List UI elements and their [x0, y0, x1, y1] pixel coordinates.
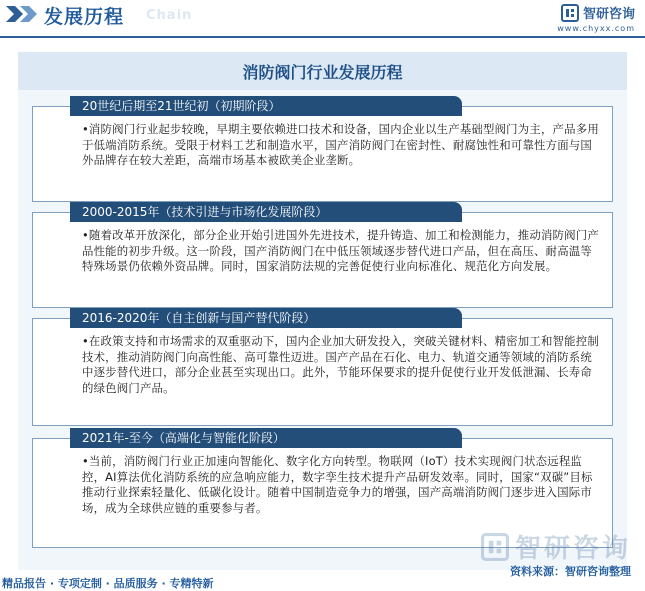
- brand-name: 智研咨询: [582, 7, 635, 22]
- watermark-logo-icon: [481, 533, 509, 561]
- chevrons-icon: [6, 6, 40, 22]
- main-panel: [18, 52, 627, 570]
- watermark-brand-name: 智研咨询: [514, 534, 631, 564]
- footer-source: 资料来源：智研咨询整理: [510, 565, 631, 578]
- section-title-ghost: Chain: [146, 8, 193, 23]
- brand-logo-icon: [561, 4, 579, 22]
- stage-label: 20世纪后期至21世纪初（初期阶段）: [70, 96, 462, 116]
- footer-services: 精品报告 · 专项定制 · 品质服务 · 专精特新: [2, 577, 214, 590]
- brand-site: www.chyxx.com: [557, 24, 635, 33]
- stage-text: •在政策支持和市场需求的双重驱动下，国内企业加大研发投入，突破关键材料、精密加工和智能控制技术，推动消防阀门向高性能、高可靠性迈进。国产产品在石化、电力、轨道交通等领域的消防系统中逐步替代进口，部分企业甚至实现出口。此外，节能环保要求的提升促使行业开发低泄漏、长寿命的绿色阀门产品。: [82, 334, 599, 395]
- stage-text: •随着改革开放深化，部分企业开始引进国外先进技术，提升铸造、加工和检测能力，推动消防阀门产品性能的初步升级。这一阶段，国产消防阀门在中低压领域逐步替代进口产品，但在高压、耐高温等特殊场景仍依赖外资品牌。同时，国家消防法规的完善促使行业向标准化、规范化方向发展。: [82, 228, 599, 274]
- top-header: [0, 0, 645, 36]
- watermark-brand: [481, 528, 631, 565]
- stage-label: 2000-2015年（技术引进与市场化发展阶段）: [70, 202, 462, 222]
- stage-card: [32, 308, 613, 426]
- stage-label: 2016-2020年（自主创新与国产替代阶段）: [70, 308, 462, 328]
- panel-banner: [18, 52, 627, 90]
- main-title: 消防阀门行业发展历程: [242, 63, 403, 82]
- brand: [561, 3, 635, 22]
- page-section-title: 发展历程: [44, 6, 125, 28]
- footer: [0, 565, 645, 591]
- stage-text: •当前，消防阀门行业正加速向智能化、数字化方向转型。物联网（IoT）技术实现阀门状态远程监控，AI算法优化消防系统的应急响应能力，数字孪生技术提升产品研发效率。同时，国家“双碳”目标推动行业探索轻量化、低碳化设计。随着中国制造竞争力的增强，国产高端消防阀门逐步进入国际市场，成为全球供应链的重要参与者。: [82, 454, 593, 515]
- stage-card: [32, 96, 613, 202]
- header-divider: [0, 36, 645, 38]
- stage-label: 2021年-至今（高端化与智能化阶段）: [70, 428, 462, 448]
- stage-text: •消防阀门行业起步较晚，早期主要依赖进口技术和设备，国内企业以生产基础型阀门为主，产品多用于低端消防系统。受限于材料工艺和制造水平，国产消防阀门在密封性、耐腐蚀性和可靠性方面与国外品牌存在较大差距，高端市场基本被欧美企业垄断。: [82, 122, 599, 168]
- stage-card: [32, 202, 613, 308]
